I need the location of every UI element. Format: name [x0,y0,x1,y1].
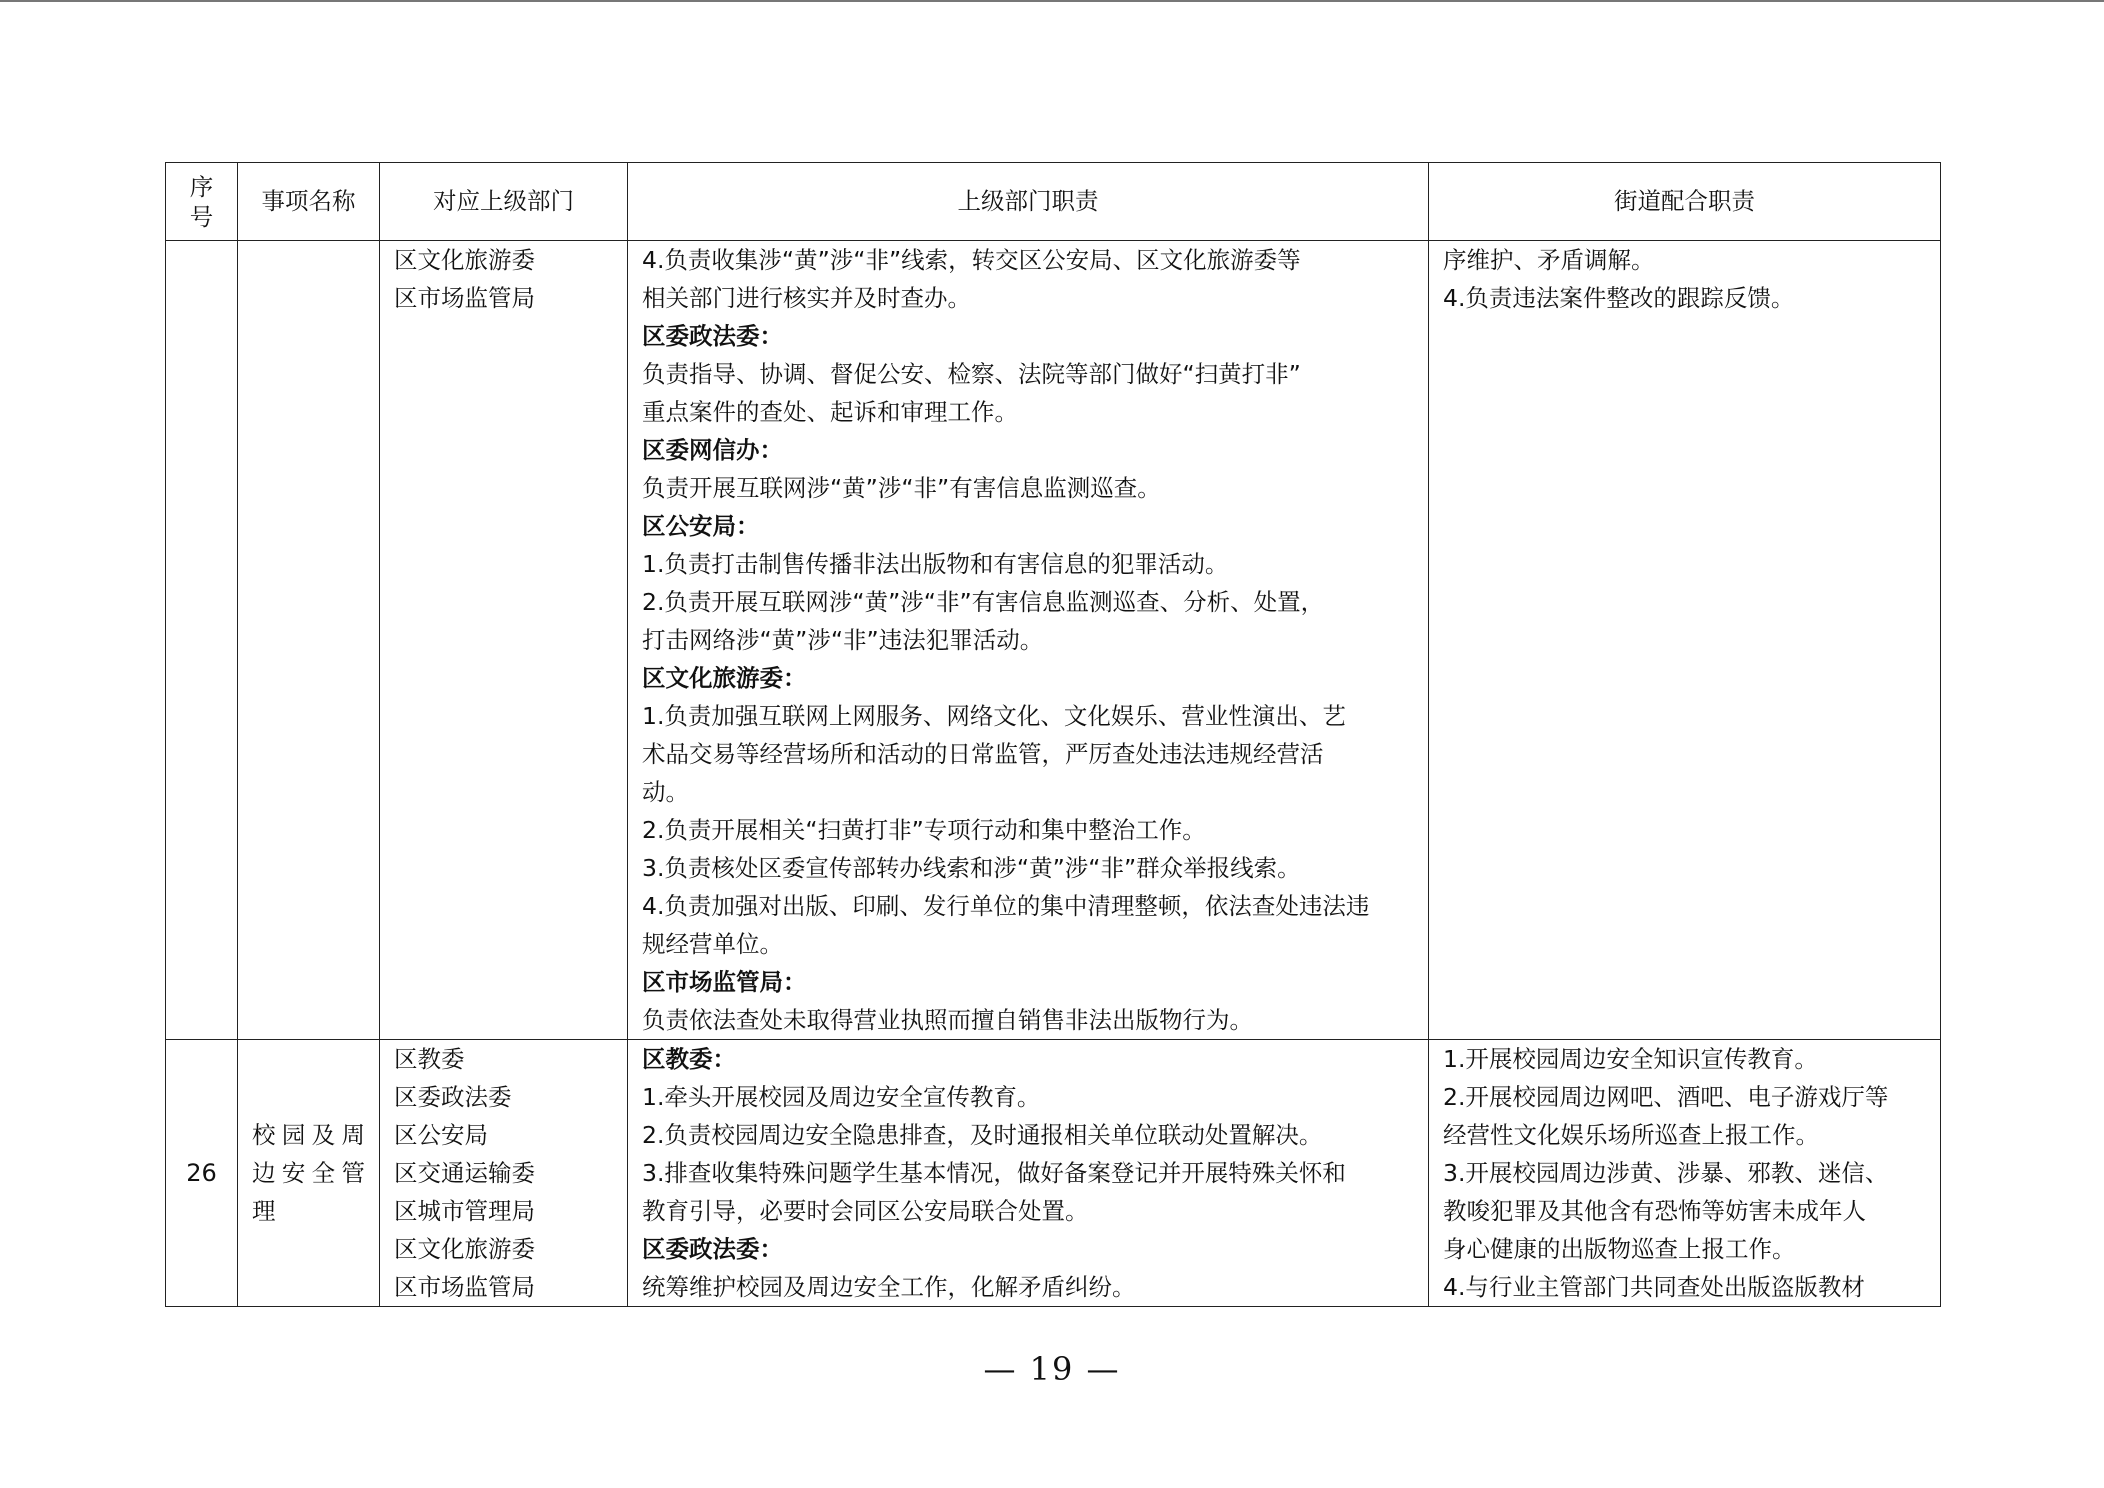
page-number: — 19 — [983,1350,1121,1388]
duty-line: 区市场监管局： [642,968,807,996]
duty-line: 打击网络涉“黄”涉“非”违法犯罪活动。 [642,626,1044,654]
header-street-duty: 街道配合职责 [1429,163,1941,241]
duty-table [165,162,1941,1307]
dept-line: 区市场监管局 [394,284,535,312]
dept-line: 区文化旅游委 [394,1235,535,1263]
street-duty-line: 3.开展校园周边涉黄、涉暴、邪教、迷信、 [1443,1159,1889,1187]
dept-line: 区文化旅游委 [394,246,535,274]
table-row-continued [166,241,1941,1040]
duty-line: 2.负责校园周边安全隐患排查，及时通报相关单位联动处置解决。 [642,1121,1323,1149]
duty-line: 4.负责收集涉“黄”涉“非”线索，转交区公安局、区文化旅游委等 [642,246,1301,274]
street-duty-line: 1.开展校园周边安全知识宣传教育。 [1443,1045,1818,1073]
cell-item-name [238,241,380,1040]
duty-line: 区委政法委： [642,322,783,350]
cell-item-name-26: 校园及周边安全管理 [238,1040,380,1307]
cell-seq [166,241,238,1040]
duty-line: 3.负责核处区委宣传部转办线索和涉“黄”涉“非”群众举报线索。 [642,854,1301,882]
duty-line: 1.牵头开展校园及周边安全宣传教育。 [642,1083,1041,1111]
duty-line: 4.负责加强对出版、印刷、发行单位的集中清理整顿，依法查处违法违 [642,892,1370,920]
cell-superior-depts [380,241,628,1040]
dept-line: 区城市管理局 [394,1197,535,1225]
duty-line: 2.负责开展相关“扫黄打非”专项行动和集中整治工作。 [642,816,1206,844]
duty-line: 区教委： [642,1045,736,1073]
duty-line: 重点案件的查处、起诉和审理工作。 [642,398,1018,426]
table-row-26 [166,1040,1941,1307]
duty-line: 1.负责打击制售传播非法出版物和有害信息的犯罪活动。 [642,550,1229,578]
cell-street-duty [1429,241,1941,1040]
table-header-row [166,163,1941,241]
duty-line: 区公安局： [642,512,760,540]
cell-superior-duty-26 [628,1040,1429,1307]
duty-line: 统筹维护校园及周边安全工作，化解矛盾纠纷。 [642,1273,1136,1301]
street-duty-line: 4.与行业主管部门共同查处出版盗版教材 [1443,1273,1865,1301]
duty-line: 1.负责加强互联网上网服务、网络文化、文化娱乐、营业性演出、艺 [642,702,1346,730]
dept-line: 区教委 [394,1045,465,1073]
duty-line: 区委网信办： [642,436,783,464]
header-superior-dept: 对应上级部门 [380,163,628,241]
duty-line: 区委政法委： [642,1235,783,1263]
dept-line: 区交通运输委 [394,1159,535,1187]
header-superior-duty: 上级部门职责 [628,163,1429,241]
street-duty-line: 2.开展校园周边网吧、酒吧、电子游戏厅等 [1443,1083,1889,1111]
duty-line: 负责依法查处未取得营业执照而擅自销售非法出版物行为。 [642,1006,1253,1034]
street-duty-line: 经营性文化娱乐场所巡查上报工作。 [1443,1121,1819,1149]
duty-line: 相关部门进行核实并及时查办。 [642,284,971,312]
top-border-line [0,0,2104,2]
dept-line: 区市场监管局 [394,1273,535,1301]
duty-line: 术品交易等经营场所和活动的日常监管，严厉查处违法违规经营活 [642,740,1324,768]
duty-line: 2.负责开展互联网涉“黄”涉“非”有害信息监测巡查、分析、处置， [642,588,1325,616]
cell-superior-depts-26 [380,1040,628,1307]
duty-line: 3.排查收集特殊问题学生基本情况，做好备案登记并开展特殊关怀和 [642,1159,1346,1187]
header-seq: 序号 [166,163,238,241]
header-item-name: 事项名称 [238,163,380,241]
cell-superior-duty [628,241,1429,1040]
duty-line: 规经营单位。 [642,930,783,958]
street-duty-line: 序维护、矛盾调解。 [1443,246,1655,274]
cell-seq-26: 26 [166,1040,238,1307]
street-duty-line: 4.负责违法案件整改的跟踪反馈。 [1443,284,1795,312]
street-duty-line: 身心健康的出版物巡查上报工作。 [1443,1235,1796,1263]
street-duty-line: 教唆犯罪及其他含有恐怖等妨害未成年人 [1443,1197,1866,1225]
duty-line: 负责指导、协调、督促公安、检察、法院等部门做好“扫黄打非” [642,360,1301,388]
dept-line: 区委政法委 [394,1083,512,1111]
cell-street-duty-26 [1429,1040,1941,1307]
duty-line: 教育引导，必要时会同区公安局联合处置。 [642,1197,1089,1225]
duty-line: 负责开展互联网涉“黄”涉“非”有害信息监测巡查。 [642,474,1161,502]
duty-line: 区文化旅游委： [642,664,807,692]
dept-line: 区公安局 [394,1121,488,1149]
duty-line: 动。 [642,778,689,806]
